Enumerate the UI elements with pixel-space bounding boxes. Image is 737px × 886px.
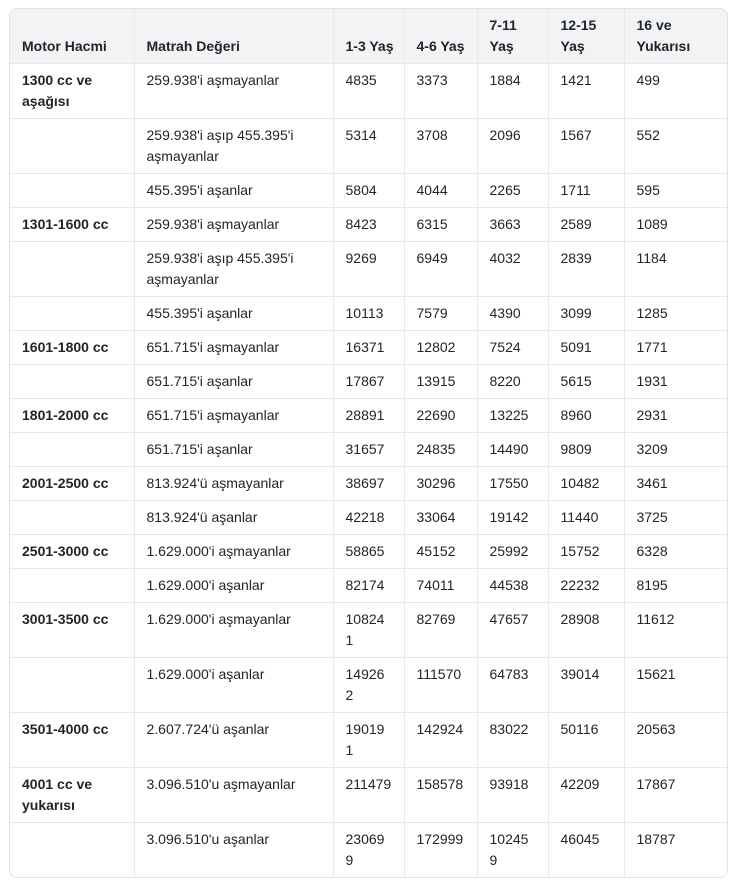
tax-value-cell: 17867 (624, 768, 727, 823)
tax-value-cell: 22232 (548, 569, 624, 603)
tax-value-cell: 158578 (404, 768, 477, 823)
motor-hacmi-cell (10, 297, 134, 331)
table-row (10, 768, 727, 823)
table-row (10, 208, 727, 242)
motor-hacmi-cell: 1301-1600 cc (10, 208, 134, 242)
tax-value-cell: 172999 (404, 823, 477, 878)
table-row (10, 365, 727, 399)
tax-value-cell: 42209 (548, 768, 624, 823)
motor-hacmi-cell (10, 823, 134, 878)
tax-value-cell: 3373 (404, 64, 477, 119)
table-row (10, 174, 727, 208)
motor-hacmi-cell: 4001 cc ve yukarısı (10, 768, 134, 823)
tax-value-cell: 22690 (404, 399, 477, 433)
tax-value-cell: 4835 (333, 64, 404, 119)
table-row (10, 119, 727, 174)
tax-value-cell: 5314 (333, 119, 404, 174)
table-row (10, 331, 727, 365)
matrah-degeri-cell: 455.395'i aşanlar (134, 297, 333, 331)
tax-value-cell: 12802 (404, 331, 477, 365)
matrah-degeri-cell: 813.924'ü aşmayanlar (134, 467, 333, 501)
tax-value-cell: 17550 (477, 467, 548, 501)
matrah-degeri-cell: 3.096.510'u aşmayanlar (134, 768, 333, 823)
motor-hacmi-cell (10, 119, 134, 174)
tax-value-cell: 3461 (624, 467, 727, 501)
tax-value-cell: 28891 (333, 399, 404, 433)
tax-value-cell: 39014 (548, 658, 624, 713)
tax-value-cell: 58865 (333, 535, 404, 569)
tax-value-cell: 7579 (404, 297, 477, 331)
motor-hacmi-cell (10, 658, 134, 713)
mtv-tax-table (9, 8, 728, 878)
tax-value-cell: 230699 (333, 823, 404, 878)
tax-value-cell: 2096 (477, 119, 548, 174)
table-row (10, 603, 727, 658)
tax-value-cell: 3663 (477, 208, 548, 242)
tax-value-cell: 38697 (333, 467, 404, 501)
tax-value-cell: 24835 (404, 433, 477, 467)
table-row (10, 467, 727, 501)
matrah-degeri-cell: 259.938'i aşıp 455.395'i aşmayanlar (134, 242, 333, 297)
table-row (10, 713, 727, 768)
tax-value-cell: 1931 (624, 365, 727, 399)
tax-value-cell: 83022 (477, 713, 548, 768)
tax-value-cell: 19142 (477, 501, 548, 535)
matrah-degeri-cell: 651.715'i aşmayanlar (134, 331, 333, 365)
motor-hacmi-cell: 2001-2500 cc (10, 467, 134, 501)
tax-value-cell: 190191 (333, 713, 404, 768)
tax-value-cell: 1285 (624, 297, 727, 331)
tax-value-cell: 47657 (477, 603, 548, 658)
tax-value-cell: 82174 (333, 569, 404, 603)
table-row (10, 242, 727, 297)
matrah-degeri-cell: 651.715'i aşanlar (134, 433, 333, 467)
tax-value-cell: 5804 (333, 174, 404, 208)
tax-value-cell: 2265 (477, 174, 548, 208)
tax-value-cell: 15752 (548, 535, 624, 569)
table-row (10, 823, 727, 878)
col-header-4-6-yas: 4-6 Yaş (404, 9, 477, 64)
tax-value-cell: 149262 (333, 658, 404, 713)
tax-value-cell: 3209 (624, 433, 727, 467)
motor-hacmi-cell (10, 242, 134, 297)
tax-value-cell: 1089 (624, 208, 727, 242)
tax-value-cell: 10482 (548, 467, 624, 501)
matrah-degeri-cell: 2.607.724'ü aşanlar (134, 713, 333, 768)
tax-value-cell: 3708 (404, 119, 477, 174)
col-header-motor-hacmi: Motor Hacmi (10, 9, 134, 64)
data-table (10, 9, 727, 877)
tax-value-cell: 1884 (477, 64, 548, 119)
tax-value-cell: 6315 (404, 208, 477, 242)
tax-value-cell: 4390 (477, 297, 548, 331)
tax-value-cell: 17867 (333, 365, 404, 399)
col-header-16-ve-yukarisi: 16 ve Yukarısı (624, 9, 727, 64)
tax-value-cell: 14490 (477, 433, 548, 467)
matrah-degeri-cell: 259.938'i aşmayanlar (134, 208, 333, 242)
col-header-12-15-yas: 12-15 Yaş (548, 9, 624, 64)
table-row (10, 433, 727, 467)
matrah-degeri-cell: 651.715'i aşanlar (134, 365, 333, 399)
tax-value-cell: 108241 (333, 603, 404, 658)
tax-value-cell: 499 (624, 64, 727, 119)
tax-value-cell: 82769 (404, 603, 477, 658)
tax-value-cell: 552 (624, 119, 727, 174)
tax-value-cell: 5091 (548, 331, 624, 365)
tax-value-cell: 28908 (548, 603, 624, 658)
tax-value-cell: 4032 (477, 242, 548, 297)
tax-value-cell: 74011 (404, 569, 477, 603)
table-header (10, 9, 727, 64)
tax-value-cell: 11612 (624, 603, 727, 658)
table-row (10, 399, 727, 433)
tax-value-cell: 64783 (477, 658, 548, 713)
tax-value-cell: 102459 (477, 823, 548, 878)
tax-value-cell: 10113 (333, 297, 404, 331)
col-header-7-11-yas: 7-11 Yaş (477, 9, 548, 64)
tax-value-cell: 93918 (477, 768, 548, 823)
matrah-degeri-cell: 1.629.000'i aşmayanlar (134, 603, 333, 658)
matrah-degeri-cell: 3.096.510'u aşanlar (134, 823, 333, 878)
tax-value-cell: 6328 (624, 535, 727, 569)
matrah-degeri-cell: 1.629.000'i aşanlar (134, 569, 333, 603)
tax-value-cell: 18787 (624, 823, 727, 878)
table-row (10, 501, 727, 535)
tax-value-cell: 15621 (624, 658, 727, 713)
motor-hacmi-cell: 1801-2000 cc (10, 399, 134, 433)
table-row (10, 569, 727, 603)
tax-value-cell: 1771 (624, 331, 727, 365)
header-row (10, 9, 727, 64)
tax-value-cell: 8195 (624, 569, 727, 603)
tax-value-cell: 31657 (333, 433, 404, 467)
tax-value-cell: 3099 (548, 297, 624, 331)
motor-hacmi-cell: 1601-1800 cc (10, 331, 134, 365)
table-body (10, 64, 727, 878)
table-row (10, 658, 727, 713)
tax-value-cell: 4044 (404, 174, 477, 208)
tax-value-cell: 13915 (404, 365, 477, 399)
tax-value-cell: 45152 (404, 535, 477, 569)
tax-value-cell: 1421 (548, 64, 624, 119)
col-header-1-3-yas: 1-3 Yaş (333, 9, 404, 64)
tax-value-cell: 1711 (548, 174, 624, 208)
matrah-degeri-cell: 259.938'i aşıp 455.395'i aşmayanlar (134, 119, 333, 174)
tax-value-cell: 211479 (333, 768, 404, 823)
motor-hacmi-cell: 3501-4000 cc (10, 713, 134, 768)
tax-value-cell: 142924 (404, 713, 477, 768)
tax-value-cell: 6949 (404, 242, 477, 297)
motor-hacmi-cell: 1300 cc ve aşağısı (10, 64, 134, 119)
matrah-degeri-cell: 455.395'i aşanlar (134, 174, 333, 208)
tax-value-cell: 46045 (548, 823, 624, 878)
motor-hacmi-cell (10, 433, 134, 467)
tax-value-cell: 9269 (333, 242, 404, 297)
tax-value-cell: 16371 (333, 331, 404, 365)
matrah-degeri-cell: 1.629.000'i aşanlar (134, 658, 333, 713)
matrah-degeri-cell: 651.715'i aşmayanlar (134, 399, 333, 433)
motor-hacmi-cell: 3001-3500 cc (10, 603, 134, 658)
tax-value-cell: 11440 (548, 501, 624, 535)
tax-value-cell: 42218 (333, 501, 404, 535)
motor-hacmi-cell (10, 174, 134, 208)
tax-value-cell: 2839 (548, 242, 624, 297)
motor-hacmi-cell (10, 501, 134, 535)
motor-hacmi-cell: 2501-3000 cc (10, 535, 134, 569)
matrah-degeri-cell: 1.629.000'i aşmayanlar (134, 535, 333, 569)
tax-value-cell: 8423 (333, 208, 404, 242)
tax-value-cell: 30296 (404, 467, 477, 501)
tax-value-cell: 595 (624, 174, 727, 208)
matrah-degeri-cell: 813.924'ü aşanlar (134, 501, 333, 535)
tax-value-cell: 3725 (624, 501, 727, 535)
tax-value-cell: 1184 (624, 242, 727, 297)
tax-value-cell: 9809 (548, 433, 624, 467)
tax-value-cell: 1567 (548, 119, 624, 174)
tax-value-cell: 50116 (548, 713, 624, 768)
tax-value-cell: 8220 (477, 365, 548, 399)
tax-value-cell: 20563 (624, 713, 727, 768)
tax-value-cell: 13225 (477, 399, 548, 433)
tax-value-cell: 33064 (404, 501, 477, 535)
tax-value-cell: 5615 (548, 365, 624, 399)
table-row (10, 297, 727, 331)
tax-value-cell: 8960 (548, 399, 624, 433)
tax-value-cell: 111570 (404, 658, 477, 713)
motor-hacmi-cell (10, 569, 134, 603)
table-row (10, 535, 727, 569)
tax-value-cell: 2589 (548, 208, 624, 242)
table-row (10, 64, 727, 119)
matrah-degeri-cell: 259.938'i aşmayanlar (134, 64, 333, 119)
motor-hacmi-cell (10, 365, 134, 399)
tax-value-cell: 7524 (477, 331, 548, 365)
col-header-matrah-degeri: Matrah Değeri (134, 9, 333, 64)
tax-value-cell: 44538 (477, 569, 548, 603)
tax-value-cell: 2931 (624, 399, 727, 433)
tax-value-cell: 25992 (477, 535, 548, 569)
